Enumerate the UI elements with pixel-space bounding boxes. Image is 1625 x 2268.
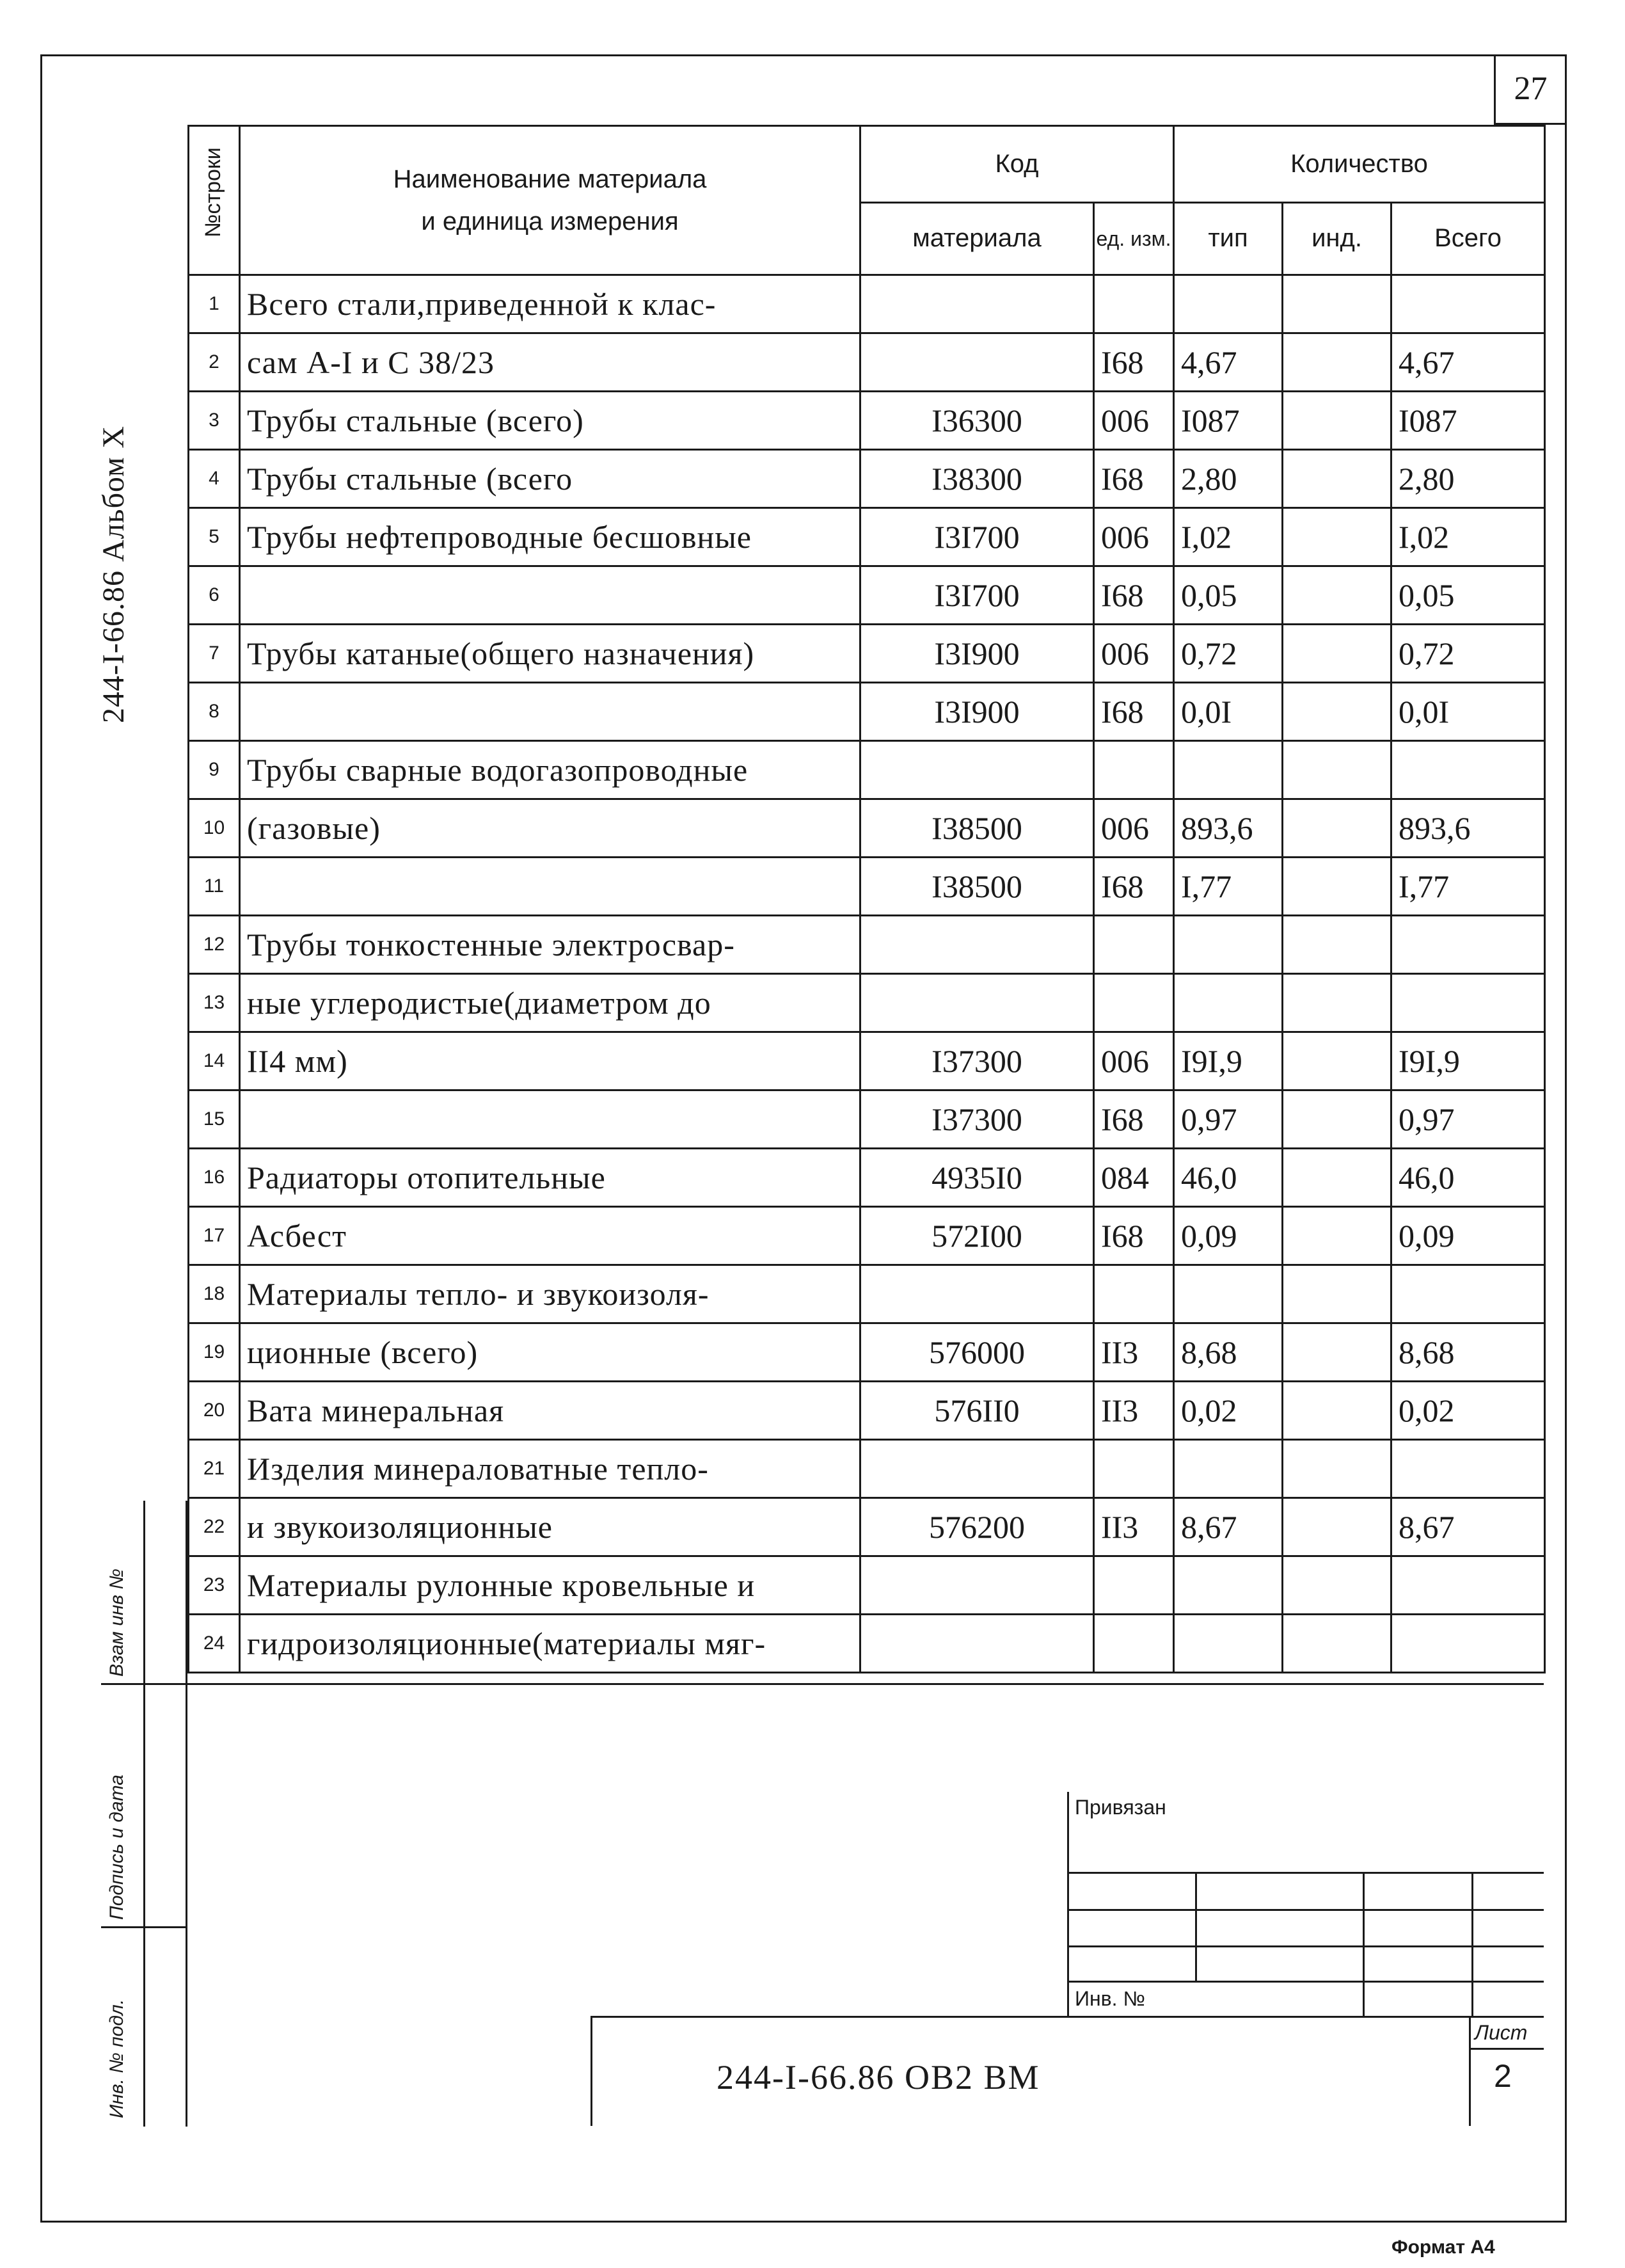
material-name xyxy=(240,858,860,916)
material-name: Радиаторы отопительные xyxy=(240,1149,860,1207)
material-code xyxy=(860,916,1094,974)
qty-total xyxy=(1391,1556,1545,1615)
unit-code xyxy=(1094,1615,1174,1673)
privyazan-label: Привязан xyxy=(1075,1796,1166,1819)
material-code: I37300 xyxy=(860,1090,1094,1149)
qty-ind xyxy=(1283,1323,1391,1382)
unit-code: I68 xyxy=(1094,566,1174,625)
qty-ind xyxy=(1283,974,1391,1032)
qty-total: I087 xyxy=(1391,392,1545,450)
material-code xyxy=(860,1556,1094,1615)
qty-total xyxy=(1391,974,1545,1032)
material-name: ные углеродистые(диаметром до xyxy=(240,974,860,1032)
qty-type: 2,80 xyxy=(1174,450,1283,508)
table-row xyxy=(189,741,1545,799)
qty-type: 893,6 xyxy=(1174,799,1283,858)
unit-code: 006 xyxy=(1094,1032,1174,1090)
qty-ind xyxy=(1283,392,1391,450)
unit-code xyxy=(1094,1556,1174,1615)
row-number: 16 xyxy=(189,1149,240,1207)
row-number: 15 xyxy=(189,1090,240,1149)
unit-code xyxy=(1094,1440,1174,1498)
material-name xyxy=(240,1090,860,1149)
unit-code: 006 xyxy=(1094,799,1174,858)
unit-code: I68 xyxy=(1094,683,1174,741)
unit-code: II3 xyxy=(1094,1382,1174,1440)
qty-type xyxy=(1174,916,1283,974)
qty-ind xyxy=(1283,333,1391,392)
qty-total: 8,68 xyxy=(1391,1323,1545,1382)
material-name: Изделия минераловатные тепло- xyxy=(240,1440,860,1498)
table-row xyxy=(189,1032,1545,1090)
row-number: 14 xyxy=(189,1032,240,1090)
row-number: 1 xyxy=(189,275,240,333)
qty-type: 0,72 xyxy=(1174,625,1283,683)
row-number: 20 xyxy=(189,1382,240,1440)
qty-ind xyxy=(1283,1556,1391,1615)
material-name: Трубы нефтепроводные бесшовные xyxy=(240,508,860,566)
qty-type: 0,02 xyxy=(1174,1382,1283,1440)
qty-total: 8,67 xyxy=(1391,1498,1545,1556)
table-row xyxy=(189,1556,1545,1615)
row-number: 7 xyxy=(189,625,240,683)
unit-code xyxy=(1094,1265,1174,1323)
qty-type: 0,05 xyxy=(1174,566,1283,625)
qty-total xyxy=(1391,1265,1545,1323)
unit-code: II3 xyxy=(1094,1498,1174,1556)
qty-total: 0,09 xyxy=(1391,1207,1545,1265)
qty-total: 0,02 xyxy=(1391,1382,1545,1440)
stamp-podpis-data: Подпись и дата xyxy=(106,1775,127,1920)
table-row xyxy=(189,1440,1545,1498)
material-name: Трубы стальные (всего) xyxy=(240,392,860,450)
material-code: 576II0 xyxy=(860,1382,1094,1440)
table-row xyxy=(189,275,1545,333)
material-code: I3I900 xyxy=(860,625,1094,683)
qty-total: 4,67 xyxy=(1391,333,1545,392)
unit-code: I68 xyxy=(1094,858,1174,916)
unit-code: I68 xyxy=(1094,1207,1174,1265)
qty-type: 8,68 xyxy=(1174,1323,1283,1382)
table-row xyxy=(189,1382,1545,1440)
qty-ind xyxy=(1283,275,1391,333)
table-row xyxy=(189,1090,1545,1149)
material-code xyxy=(860,1615,1094,1673)
qty-ind xyxy=(1283,566,1391,625)
qty-ind xyxy=(1283,1207,1391,1265)
unit-code xyxy=(1094,275,1174,333)
material-name xyxy=(240,683,860,741)
material-name: (газовые) xyxy=(240,799,860,858)
header-row-number: №строки xyxy=(189,126,240,275)
qty-type xyxy=(1174,974,1283,1032)
material-name: II4 мм) xyxy=(240,1032,860,1090)
row-number: 12 xyxy=(189,916,240,974)
qty-total: I9I,9 xyxy=(1391,1032,1545,1090)
qty-ind xyxy=(1283,1615,1391,1673)
unit-code xyxy=(1094,741,1174,799)
material-code: 576000 xyxy=(860,1323,1094,1382)
qty-ind xyxy=(1283,1382,1391,1440)
material-code: 4935I0 xyxy=(860,1149,1094,1207)
qty-type: I9I,9 xyxy=(1174,1032,1283,1090)
table-row xyxy=(189,450,1545,508)
qty-type: 8,67 xyxy=(1174,1498,1283,1556)
material-name: сам А-I и С 38/23 xyxy=(240,333,860,392)
side-album-title: 244-I-66.86 Альбом X xyxy=(97,425,131,723)
unit-code: 006 xyxy=(1094,392,1174,450)
materials-table xyxy=(187,125,1546,1673)
qty-ind xyxy=(1283,1090,1391,1149)
stamp-column xyxy=(101,1501,187,2127)
row-number: 6 xyxy=(189,566,240,625)
table-row xyxy=(189,974,1545,1032)
qty-ind xyxy=(1283,1440,1391,1498)
row-number: 11 xyxy=(189,858,240,916)
material-code: I36300 xyxy=(860,392,1094,450)
stamp-inv-podl: Инв. № подл. xyxy=(106,1999,127,2118)
qty-ind xyxy=(1283,1149,1391,1207)
format-label: Формат А4 xyxy=(1391,2237,1495,2258)
material-code: I38300 xyxy=(860,450,1094,508)
table-row xyxy=(189,1265,1545,1323)
qty-ind xyxy=(1283,683,1391,741)
table-row xyxy=(189,566,1545,625)
row-number: 22 xyxy=(189,1498,240,1556)
material-name: Материалы рулонные кровельные и xyxy=(240,1556,860,1615)
material-code xyxy=(860,275,1094,333)
row-number: 9 xyxy=(189,741,240,799)
page-number: 27 xyxy=(1494,54,1566,125)
table-row xyxy=(189,1207,1545,1265)
row-number: 5 xyxy=(189,508,240,566)
qty-type: 46,0 xyxy=(1174,1149,1283,1207)
header-code-unit: ед. изм. xyxy=(1094,202,1174,275)
material-name: Всего стали,приведенной к клас- xyxy=(240,275,860,333)
sheet-label: Лист xyxy=(1475,2021,1528,2044)
materials-body xyxy=(189,275,1545,1673)
header-code: Код xyxy=(860,126,1174,203)
qty-total xyxy=(1391,741,1545,799)
qty-type: 0,09 xyxy=(1174,1207,1283,1265)
row-number: 23 xyxy=(189,1556,240,1615)
qty-total: 0,0I xyxy=(1391,683,1545,741)
row-number: 13 xyxy=(189,974,240,1032)
table-row xyxy=(189,1323,1545,1382)
table-row xyxy=(189,799,1545,858)
qty-type xyxy=(1174,741,1283,799)
unit-code: I68 xyxy=(1094,450,1174,508)
material-name: и звукоизоляционные xyxy=(240,1498,860,1556)
row-number: 3 xyxy=(189,392,240,450)
table-row xyxy=(189,916,1545,974)
unit-code xyxy=(1094,916,1174,974)
unit-code: 084 xyxy=(1094,1149,1174,1207)
qty-type xyxy=(1174,1440,1283,1498)
row-number: 4 xyxy=(189,450,240,508)
qty-total xyxy=(1391,1615,1545,1673)
unit-code xyxy=(1094,974,1174,1032)
qty-ind xyxy=(1283,508,1391,566)
row-number: 8 xyxy=(189,683,240,741)
header-code-material: материала xyxy=(860,202,1094,275)
unit-code: II3 xyxy=(1094,1323,1174,1382)
qty-ind xyxy=(1283,1032,1391,1090)
material-code: 572I00 xyxy=(860,1207,1094,1265)
material-name: Вата минеральная xyxy=(240,1382,860,1440)
qty-total xyxy=(1391,1440,1545,1498)
header-qty-ind: инд. xyxy=(1283,202,1391,275)
material-code xyxy=(860,741,1094,799)
material-code: I3I700 xyxy=(860,508,1094,566)
row-number: 21 xyxy=(189,1440,240,1498)
row-number: 24 xyxy=(189,1615,240,1673)
qty-ind xyxy=(1283,799,1391,858)
qty-type: 0,97 xyxy=(1174,1090,1283,1149)
header-qty-total: Всего xyxy=(1391,202,1545,275)
qty-type xyxy=(1174,275,1283,333)
material-code: I3I700 xyxy=(860,566,1094,625)
sheet-number: 2 xyxy=(1494,2058,1512,2094)
header-qty-type: тип xyxy=(1174,202,1283,275)
qty-total xyxy=(1391,275,1545,333)
table-row xyxy=(189,683,1545,741)
material-name: Трубы сварные водогазопроводные xyxy=(240,741,860,799)
material-name xyxy=(240,566,860,625)
qty-total: 2,80 xyxy=(1391,450,1545,508)
qty-total: 0,97 xyxy=(1391,1090,1545,1149)
table-row xyxy=(189,858,1545,916)
qty-total: 893,6 xyxy=(1391,799,1545,858)
material-name: Материалы тепло- и звукоизоля- xyxy=(240,1265,860,1323)
qty-ind xyxy=(1283,741,1391,799)
table-row xyxy=(189,392,1545,450)
unit-code: I68 xyxy=(1094,333,1174,392)
qty-total: 0,72 xyxy=(1391,625,1545,683)
qty-ind xyxy=(1283,1265,1391,1323)
qty-ind xyxy=(1283,858,1391,916)
header-quantity: Количество xyxy=(1174,126,1545,203)
qty-total: 0,05 xyxy=(1391,566,1545,625)
material-name: гидроизоляционные(материалы мяг- xyxy=(240,1615,860,1673)
material-code xyxy=(860,974,1094,1032)
table-row xyxy=(189,1615,1545,1673)
qty-total: I,02 xyxy=(1391,508,1545,566)
qty-type: 0,0I xyxy=(1174,683,1283,741)
material-name: Трубы тонкостенные электросвар- xyxy=(240,916,860,974)
row-number: 18 xyxy=(189,1265,240,1323)
table-row xyxy=(189,1149,1545,1207)
material-name: ционные (всего) xyxy=(240,1323,860,1382)
stamp-vzam-inv: Взам инв № xyxy=(106,1569,127,1677)
qty-total: 46,0 xyxy=(1391,1149,1545,1207)
material-code: I3I900 xyxy=(860,683,1094,741)
row-number: 10 xyxy=(189,799,240,858)
qty-total xyxy=(1391,916,1545,974)
material-code: 576200 xyxy=(860,1498,1094,1556)
material-name: Трубы стальные (всего xyxy=(240,450,860,508)
material-code xyxy=(860,1265,1094,1323)
unit-code: I68 xyxy=(1094,1090,1174,1149)
material-name: Асбест xyxy=(240,1207,860,1265)
qty-ind xyxy=(1283,1498,1391,1556)
unit-code: 006 xyxy=(1094,625,1174,683)
table-row xyxy=(189,508,1545,566)
qty-type xyxy=(1174,1556,1283,1615)
table-row xyxy=(189,1498,1545,1556)
inv-no-label: Инв. № xyxy=(1075,1987,1145,2010)
row-number: 17 xyxy=(189,1207,240,1265)
qty-type xyxy=(1174,1615,1283,1673)
material-code: I38500 xyxy=(860,858,1094,916)
material-code xyxy=(860,333,1094,392)
qty-type: I,02 xyxy=(1174,508,1283,566)
document-code: 244-I-66.86 ОВ2 ВМ xyxy=(717,2058,1040,2096)
material-code xyxy=(860,1440,1094,1498)
qty-ind xyxy=(1283,450,1391,508)
row-number: 2 xyxy=(189,333,240,392)
qty-type: I,77 xyxy=(1174,858,1283,916)
unit-code: 006 xyxy=(1094,508,1174,566)
table-row xyxy=(189,625,1545,683)
material-name: Трубы катаные(общего назначения) xyxy=(240,625,860,683)
qty-total: I,77 xyxy=(1391,858,1545,916)
row-number: 19 xyxy=(189,1323,240,1382)
qty-type xyxy=(1174,1265,1283,1323)
table-row xyxy=(189,333,1545,392)
material-code: I37300 xyxy=(860,1032,1094,1090)
material-code: I38500 xyxy=(860,799,1094,858)
qty-type: 4,67 xyxy=(1174,333,1283,392)
qty-ind xyxy=(1283,625,1391,683)
qty-type: I087 xyxy=(1174,392,1283,450)
qty-ind xyxy=(1283,916,1391,974)
header-name: Наименование материала и единица измерения xyxy=(240,126,860,275)
